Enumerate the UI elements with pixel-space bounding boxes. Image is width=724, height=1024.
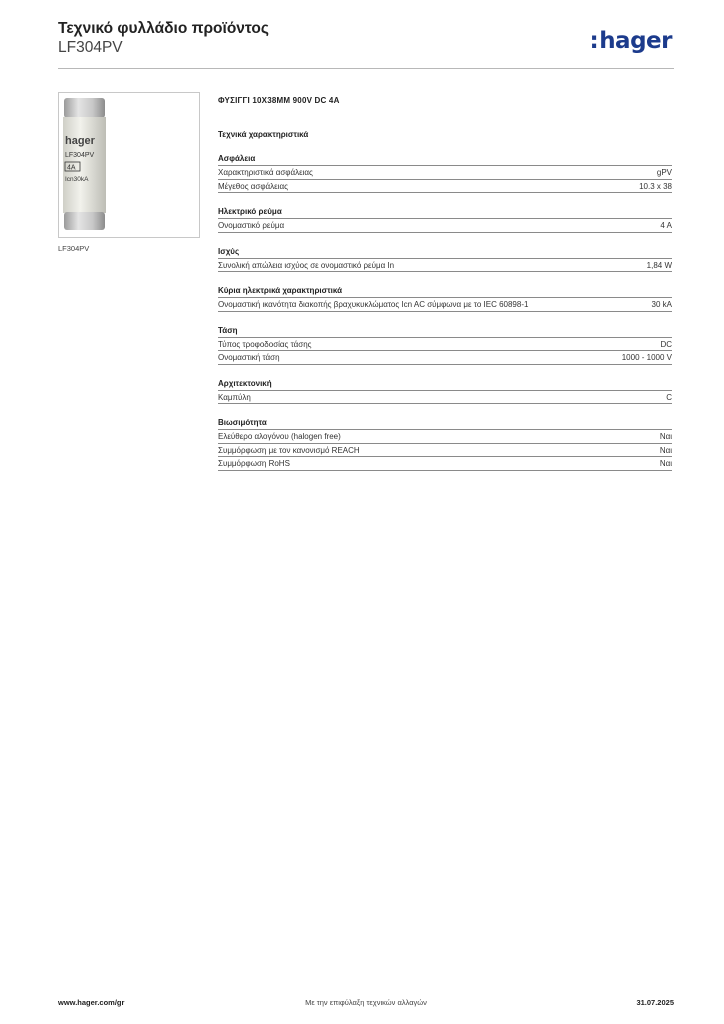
- spec-row: [218, 457, 672, 471]
- fuse-breaking-capacity-text: Icn30kA: [65, 176, 89, 183]
- spec-value: 10.3 x 38: [639, 181, 672, 191]
- section-fuse: [218, 153, 672, 193]
- section-title: Ασφάλεια: [218, 153, 672, 166]
- document-header: [58, 20, 674, 57]
- spec-label: Μέγεθος ασφάλειας: [218, 181, 288, 191]
- section-title: Ισχύς: [218, 246, 672, 259]
- spec-label: Καμπύλη: [218, 392, 251, 402]
- spec-label: Συμμόρφωση με τον κανονισμό REACH: [218, 445, 360, 455]
- spec-row: [218, 351, 672, 365]
- spec-value: gPV: [656, 168, 672, 177]
- section-main-electrical: [218, 285, 672, 312]
- spec-label: Συνολική απώλεια ισχύος σε ονομαστικό ρεύμα In: [218, 260, 395, 270]
- header-divider: [58, 68, 674, 69]
- product-image: [58, 92, 200, 238]
- section-title: Αρχιτεκτονική: [218, 378, 672, 391]
- fuse-logo-text: hager: [65, 135, 95, 147]
- technical-characteristics-heading: Τεχνικά χαρακτηριστικά: [218, 130, 309, 139]
- footer-disclaimer: Με την επιφύλαξη τεχνικών αλλαγών: [305, 998, 427, 1007]
- footer-website-link[interactable]: www.hager.com/gr: [58, 998, 125, 1007]
- document-title: Τεχνικό φυλλάδιο προϊόντος: [58, 20, 269, 37]
- spec-row: [218, 180, 672, 194]
- spec-label: Τύπος τροφοδοσίας τάσης: [218, 339, 312, 349]
- spec-row: [218, 166, 672, 180]
- section-architecture: [218, 378, 672, 405]
- spec-row: [218, 219, 672, 233]
- section-title: Βιωσιμότητα: [218, 417, 672, 430]
- section-current: [218, 206, 672, 233]
- document-footer: [58, 998, 674, 1010]
- spec-value: 1000 - 1000 V: [621, 353, 672, 362]
- section-title: Ηλεκτρικό ρεύμα: [218, 206, 672, 219]
- spec-value: DC: [660, 339, 672, 349]
- section-title: Τάση: [218, 325, 672, 338]
- spec-value: Ναι: [659, 432, 672, 441]
- section-title: Κύρια ηλεκτρικά χαρακτηριστικά: [218, 285, 672, 298]
- spec-value: 4 A: [660, 221, 672, 230]
- spec-row: [218, 391, 672, 405]
- spec-row: [218, 259, 672, 273]
- footer-date: 31.07.2025: [636, 998, 674, 1007]
- spec-value: Ναι: [659, 445, 672, 455]
- spec-row: [218, 430, 672, 444]
- spec-row: [218, 444, 672, 458]
- product-name: ΦΥΣΙΓΓΙ 10Χ38ΜΜ 900V DC 4A: [218, 96, 340, 105]
- section-voltage: [218, 325, 672, 365]
- hager-logo: :hager: [589, 28, 672, 54]
- specification-content: [218, 96, 672, 471]
- fuse-cartridge-illustration: [59, 93, 199, 237]
- product-reference: LF304PV: [58, 39, 123, 56]
- spec-label: Ονομαστική ικανότητα διακοπής βραχυκυκλώματος Icn AC σύμφωνα με το IEC 60898-1: [218, 300, 529, 309]
- spec-value: 1,84 W: [646, 260, 672, 270]
- section-sustainability: [218, 417, 672, 471]
- product-image-caption: LF304PV: [58, 244, 90, 253]
- section-power: [218, 246, 672, 273]
- spec-label: Συμμόρφωση RoHS: [218, 459, 290, 468]
- spec-value: Ναι: [659, 459, 672, 468]
- spec-label: Ελεύθερο αλογόνου (halogen free): [218, 432, 341, 441]
- spec-value: C: [666, 392, 672, 402]
- spec-row: [218, 338, 672, 352]
- fuse-reference-text: LF304PV: [65, 152, 95, 159]
- spec-value: 30 kA: [651, 300, 672, 309]
- spec-label: Χαρακτηριστικά ασφάλειας: [218, 168, 313, 177]
- fuse-rating-text: 4A: [67, 164, 76, 172]
- spec-label: Ονομαστική τάση: [218, 353, 280, 362]
- spec-label: Ονομαστικό ρεύμα: [218, 221, 285, 230]
- spec-row: [218, 298, 672, 312]
